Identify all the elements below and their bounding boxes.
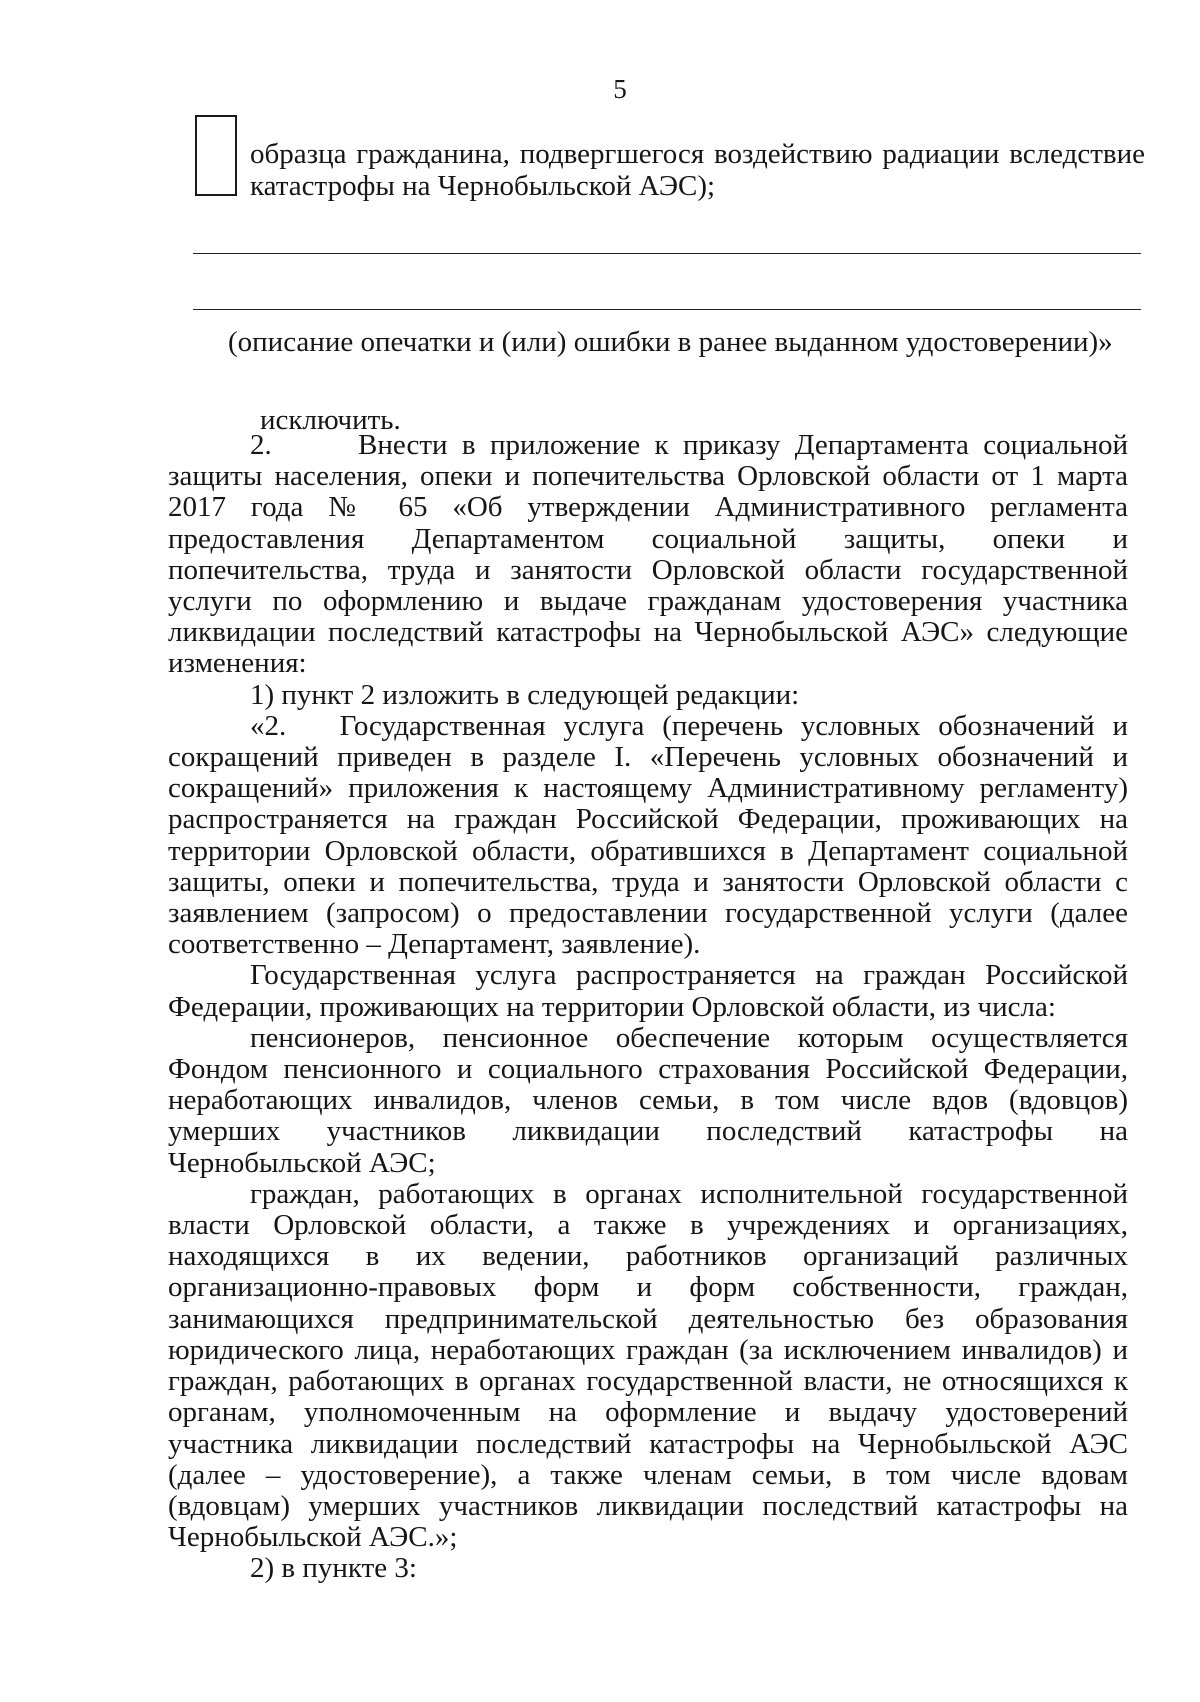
- page-number: 5: [613, 74, 627, 104]
- checkbox[interactable]: [195, 115, 237, 196]
- paragraph-pensioners: пенсионеров, пенсионное обеспечение которым осуществляется Фондом пенсионного и социального страхования Российской Федерации, неработающих инвалидов, членов семьи, в том числе вдов (вдовцов) умерших участников ликвидации последствий катастрофы на Чернобыльской АЭС;: [168, 1021, 1128, 1179]
- intro-text: [250, 138, 1145, 202]
- paragraph-subitem-1: 1) пункт 2 изложить в следующей редакции:: [250, 678, 800, 711]
- blank-fill-line-1: [193, 253, 1141, 254]
- intro-line-2: катастрофы на Чернобыльской АЭС);: [250, 170, 716, 202]
- exclude-text: исключить.: [260, 404, 401, 436]
- paragraph-point-2: «2. Государственная услуга (перечень условных обозначений и сокращений приведен в разделе I. «Перечень условных обозначений и сокращений» приложения к настоящему Административному регламенту) распространяется на граждан Российской Федерации, проживающих на территории Орловской области, обратившихся в Департамент социальной защиты, опеки и попечительства, труда и занятости Орловской области с заявлением (запросом) о предоставлении государственной услуги (далее соответственно – Департамент, заявление).: [168, 709, 1136, 961]
- paragraph-item-2: 2. Внести в приложение к приказу Департамента социальной защиты населения, опеки и попечительства Орловской области от 1 марта 2017 года № 65 «Об утверждении Административного регламента предоставления Департаментом социальной защиты, опеки и попечительства, труда и занятости Орловской области государственной услуги по оформлению и выдаче гражданам удостоверения участника ликвидации последствий катастрофы на Чернобыльской АЭС» следующие изменения:: [168, 429, 1136, 680]
- document-body: [168, 429, 1136, 1585]
- paragraph-service-scope: Государственная услуга распространяется на граждан Российской Федерации, проживающих на территории Орловской области, из числа:: [168, 959, 1128, 1023]
- blank-fill-line-2: [193, 309, 1141, 310]
- paragraph-subitem-2: 2) в пункте 3:: [250, 1552, 417, 1585]
- paragraph-citizens: граждан, работающих в органах исполнительной государственной власти Орловской области, а также в учреждениях и организациях, находящихся в их ведении, работников организаций различных организационно-правовых форм и форм собственности, граждан, занимающихся предпринимательской деятельностью без образования юридического лица, неработающих граждан (за исключением инвалидов) и граждан, работающих в органах государственной власти, не относящихся к органам, уполномоченным на оформление и выдачу удостоверений участника ликвидации последствий катастрофы на Чернобыльской АЭС (далее – удостоверение), а также членам семьи, в том числе вдовам (вдовцам) умерших участников ликвидации последствий катастрофы на Чернобыльской АЭС.»;: [168, 1177, 1128, 1554]
- fill-line-caption: (описание опечатки и (или) ошибки в ранее выданном удостоверении)»: [228, 326, 1113, 358]
- intro-line-1: образца гражданина, подвергшегося воздействию радиации вследствие: [250, 138, 1145, 170]
